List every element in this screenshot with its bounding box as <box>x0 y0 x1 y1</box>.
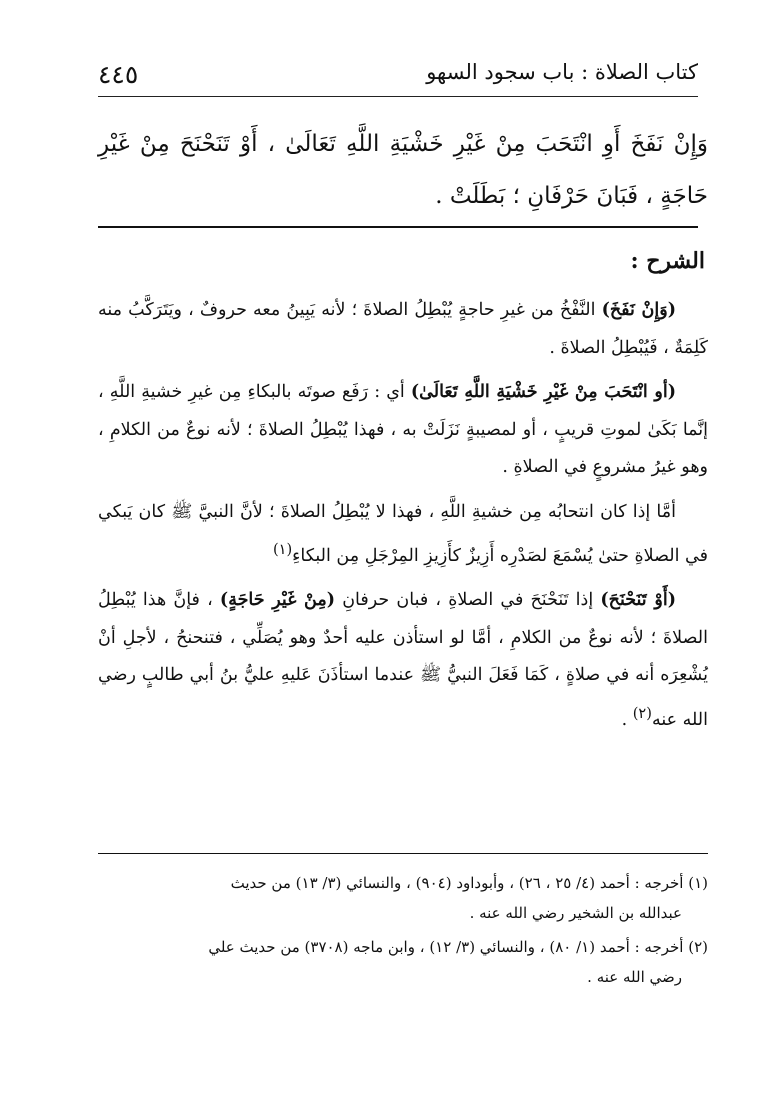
matn-text: وَإِنْ نَفَخَ أَوِ انْتَحَبَ مِنْ غَيْرِ خَشْيَةِ اللَّهِ تَعَالَىٰ ، أَوْ تَنَحْنَحَ مِنْ غَيْرِ حَاجَةٍ ، فَبَانَ حَرْفَانِ ؛ بَطَلَتْ . <box>98 131 708 209</box>
page-number: ٤٤٥ <box>98 60 139 89</box>
matn-divider <box>98 226 698 228</box>
footnote-continuation: رضي الله عنه . <box>587 968 682 986</box>
paragraph-text: أي : رَفَع صوتَه بالبكاءِ مِن غيرِ خشيةِ اللَّهِ ، إنَّما بَكَىٰ لموتِ قريبٍ ، أو لمصيبةٍ نَزَلَتْ به ، فهذا يُبْطِلُ الصلاةَ ؛ لأنه نوعٌ من الكلامِ ، وهو غيرُ مشروعٍ في الصلاةِ . <box>98 382 708 477</box>
commentary-paragraph <box>98 582 708 739</box>
paragraph-text: ، فإنَّ هذا يُبْطِلُ الصلاةَ ؛ لأنه نوعٌ من الكلامِ ، أمَّا لو استأذن عليه أحدٌ وهو يُصَلِّي ، فتنحنحُ ، لأجلِ أنْ يُشْعِرَه أنه في صلاةٍ ، كَمَا فَعَلَ النبيُّ ﷺ عندما استأذَنَ عَليهِ عليُّ بنُ أبي طالبٍ رضي الله عنه <box>98 590 708 730</box>
chapter-title: كتاب الصلاة : باب سجود السهو <box>426 60 698 84</box>
footnote-text: أخرجه : أحمد (٤/ ٢٥ ، ٢٦) ، وأبوداود (٩٠٤) ، والنسائي (٣/ ١٣) من حديث <box>230 874 684 892</box>
commentary-paragraph <box>98 374 708 487</box>
paragraph-tail: . <box>621 709 633 730</box>
footnote-ref: (٢) <box>632 704 652 722</box>
paragraph-text: أمَّا إذا كان انتحابُه مِن خشيةِ اللَّهِ ، فهذا لا يُبْطِلُ الصلاةَ ؛ لأنَّ النبيَّ ﷺ كان يَبكي في الصلاةِ حتىٰ يُسْمَعَ لصَدْرِه أَزِيزٌ كأَزِيزِ المِرْجَلِ مِن البكاءِ <box>98 501 708 566</box>
footnote <box>98 932 708 992</box>
lemma: (أَوْ تَنَحْنَحَ) <box>600 590 676 611</box>
footnote-ref: (١) <box>272 541 293 558</box>
footnote-text: أخرجه : أحمد (١/ ٨٠) ، والنسائي (٣/ ١٢) ، وابن ماجه (٣٧٠٨) من حديث علي <box>208 938 684 956</box>
lemma: (أو انْتَحَبَ مِنْ غَيْرِ خَشْيَةِ اللَّهِ تَعَالَىٰ) <box>410 382 676 402</box>
lemma: (وَإِنْ نَفَخَ) <box>601 300 676 320</box>
footnote-number: (٢) <box>688 938 708 956</box>
running-head <box>98 56 698 97</box>
commentary-paragraph <box>98 292 708 367</box>
commentary-body <box>98 292 708 746</box>
paragraph-text: النَّفْخُ من غيرِ حاجةٍ يُبْطِلُ الصلاةَ ؛ لأنه يَبِينُ معه حروفٌ ، ويَتَرَكَّبُ منه كَلِمَةٌ ، فَيُبْطِلُ الصلاةَ . <box>98 300 708 358</box>
footnote-continuation: عبدالله بن الشخير رضي الله عنه . <box>469 904 682 922</box>
commentary-paragraph <box>98 494 708 576</box>
sharh-heading: الشرح : <box>630 248 705 274</box>
footnote-number: (١) <box>688 874 708 892</box>
lemma: (مِنْ غَيْرِ حَاجَةٍ) <box>219 590 336 611</box>
footnote-divider <box>98 853 708 854</box>
footnotes <box>98 868 708 996</box>
footnote <box>98 868 708 928</box>
paragraph-text: إذا تَنَحْنَحَ في الصلاةِ ، فبان حرفانِ <box>335 590 601 611</box>
